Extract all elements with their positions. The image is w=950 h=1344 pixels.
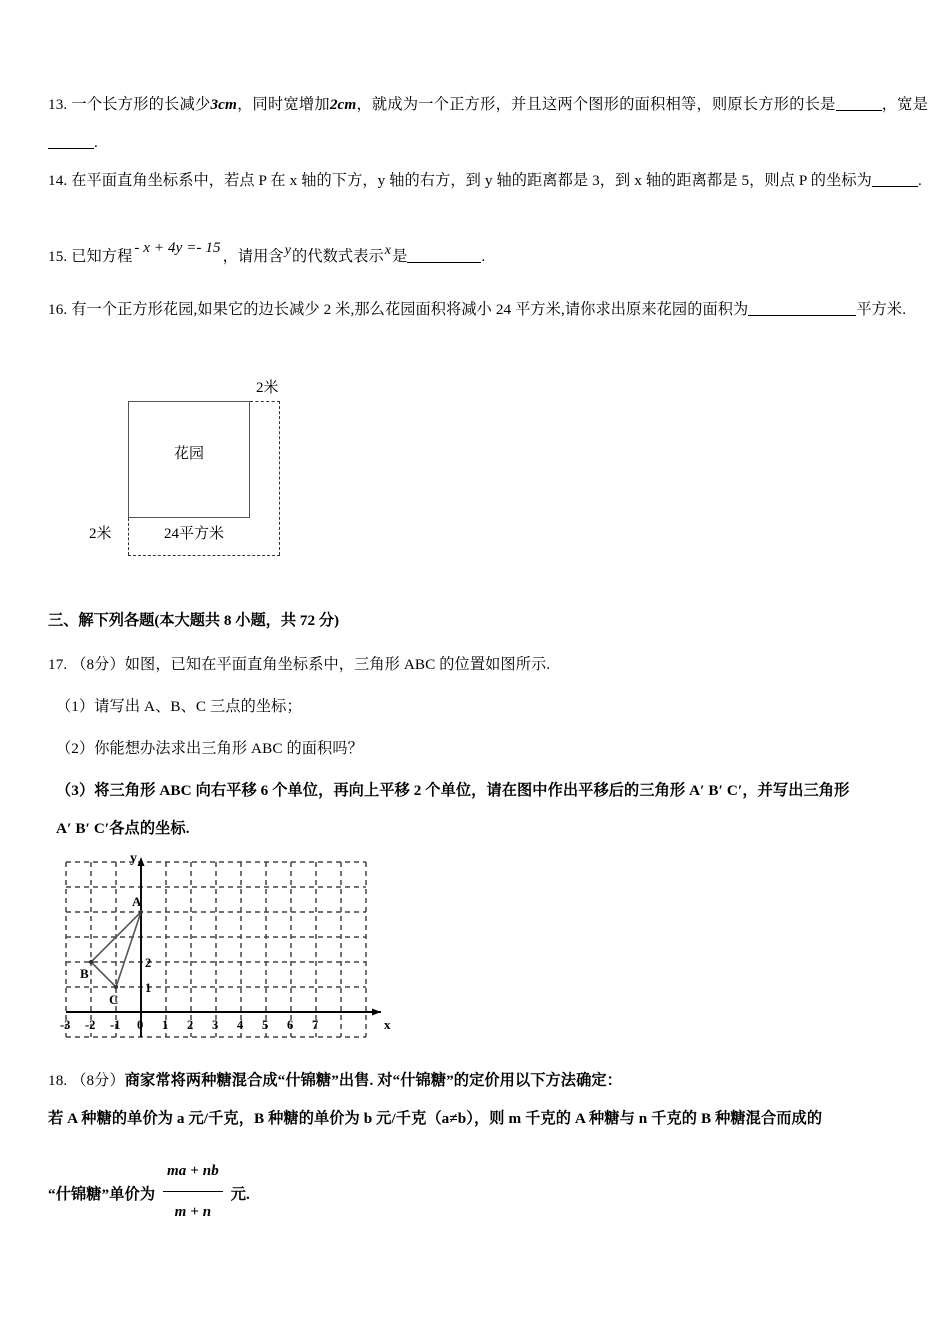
fraction-numerator: ma + nb (163, 1152, 223, 1192)
svg-text:-1: -1 (110, 1018, 121, 1032)
question-17-part-2 (56, 730, 936, 768)
svg-text:-2: -2 (85, 1018, 96, 1032)
vertex-label-c: C (109, 992, 119, 1007)
question-18-text-b: 若 A 种糖的单价为 a 元/千克，B 种糖的单价为 b 元/千克（a≠b），则 m 千克的 A 种糖与 n 千克的 B 种糖混合而成的 (48, 1110, 823, 1127)
fraction-denominator: m + n (174, 1204, 212, 1220)
svg-text:3: 3 (212, 1018, 219, 1032)
question-15-variable-y: y (284, 243, 292, 258)
question-16-blank-area[interactable] (748, 301, 856, 316)
question-17-text (48, 646, 928, 684)
question-17-part-3-text-a: （3）将三角形 ABC 向右平移 6 个单位，再向上平移 2 个单位，请在图中作出平移后的三角形 A′ B′ C′，并写出三角形 (56, 782, 850, 799)
question-15 (48, 238, 928, 277)
y-tick-label-1: 1 (145, 981, 152, 995)
question-18-score: （8分） (71, 1072, 125, 1089)
question-16-text-b: 平方米. (856, 301, 907, 318)
triangle-abc (91, 912, 141, 987)
question-13-value-b: 2cm (329, 96, 357, 113)
garden-inner-label: 花园 (173, 446, 204, 462)
question-13-text-c: ，就成为一个正方形，并且这两个图形的面积相等，则原长方形的长是 (356, 96, 836, 113)
x-axis-label: x (384, 1017, 391, 1032)
coordinate-plane-svg (56, 852, 396, 1052)
x-tick-labels (60, 1018, 318, 1032)
garden-figure (88, 374, 318, 569)
x-axis (66, 1009, 381, 1016)
question-14-number: 14. (48, 172, 68, 189)
question-18-text-a: 商家常将两种糖混合成“什锦糖”出售. 对“什锦糖”的定价用以下方法确定： (124, 1072, 622, 1089)
question-14-text-b: . (917, 172, 922, 189)
question-15-variable-x: x (384, 243, 392, 258)
svg-text:0: 0 (137, 1018, 144, 1032)
question-17-text-a: 如图，已知在平面直角坐标系中，三角形 ABC 的位置如图所示. (124, 656, 551, 673)
question-15-text-e: . (481, 248, 486, 265)
question-18-text-c: “什锦糖”单价为 (48, 1185, 156, 1203)
question-15-text-d: 是 (392, 248, 408, 265)
question-15-text-a: 已知方程 (71, 248, 133, 265)
question-14 (48, 162, 928, 200)
coordinate-plane-figure (56, 852, 396, 1052)
garden-dashed-right-edge (279, 401, 280, 555)
question-18 (48, 1062, 928, 1100)
y-axis-label: y (130, 852, 137, 866)
question-17 (48, 646, 928, 684)
question-17-part-3-text-b: A′ B′ C′各点的坐标. (56, 820, 190, 837)
vertex-label-b: B (80, 966, 89, 981)
svg-text:1: 1 (162, 1018, 169, 1032)
x-axis-arrow (372, 1009, 381, 1016)
question-18-text-d: 元. (230, 1185, 250, 1203)
vertex-label-a: A (132, 894, 142, 909)
garden-dashed-top-edge (250, 401, 280, 402)
garden-top-measure-label: 2米 (256, 380, 279, 396)
garden-left-measure-label: 2米 (89, 526, 112, 542)
question-18-text (48, 1062, 928, 1100)
question-14-text-a: 在平面直角坐标系中，若点 P 在 x 轴的下方，y 轴的右方，到 y 轴的距离都是 3，到 x 轴的距离都是 5，则点 P 的坐标为 (71, 172, 872, 189)
y-axis (138, 857, 145, 1037)
question-13 (48, 86, 928, 162)
question-15-number: 15. (48, 248, 68, 265)
svg-text:-3: -3 (60, 1018, 71, 1032)
svg-text:5: 5 (262, 1018, 269, 1032)
question-18-number: 18. (48, 1072, 68, 1089)
question-13-text-d: ，宽是 (881, 96, 928, 113)
question-13-text (48, 86, 928, 162)
question-13-value-a: 3cm (210, 96, 237, 113)
question-13-blank-length[interactable] (836, 96, 882, 111)
question-15-text (48, 238, 928, 277)
svg-text:7: 7 (312, 1018, 319, 1032)
question-17-part-1-text: （1）请写出 A、B、C 三点的坐标； (56, 698, 302, 715)
question-18-formula-line (48, 1156, 928, 1235)
triangle-vertices (89, 910, 143, 989)
grid-lines (66, 862, 366, 1037)
vertex-c-point (114, 985, 118, 989)
question-18-condition (48, 1100, 928, 1138)
question-14-text (48, 162, 928, 200)
garden-dashed-left-edge (128, 518, 129, 555)
question-16 (48, 291, 928, 329)
svg-text:2: 2 (187, 1018, 194, 1032)
vertex-b-point (89, 960, 93, 964)
svg-text:4: 4 (237, 1018, 244, 1032)
question-17-part-2-text: （2）你能想办法求出三角形 ABC 的面积吗？ (56, 740, 363, 757)
question-15-text-b: ，请用含 (222, 248, 284, 265)
question-13-blank-width[interactable] (48, 134, 94, 149)
svg-text:6: 6 (287, 1018, 294, 1032)
question-13-text-b: ，同时宽增加 (236, 96, 330, 113)
question-15-blank-answer[interactable] (407, 248, 481, 263)
question-16-number: 16. (48, 301, 68, 318)
question-17-number: 17. (48, 656, 68, 673)
question-16-text (48, 291, 928, 329)
garden-area-label: 24平方米 (164, 526, 225, 542)
question-13-number: 13. (48, 96, 68, 113)
y-tick-label-2: 2 (145, 956, 152, 970)
question-14-blank-coordinate[interactable] (872, 172, 918, 187)
question-13-text-e: . (94, 134, 98, 151)
question-17-part-3 (56, 772, 936, 848)
question-15-text-c: 的代数式表示 (292, 248, 384, 265)
question-15-equation: - x + 4y =- 15 (134, 240, 221, 256)
question-17-score: （8分） (71, 656, 125, 673)
section-three-heading: 三、解下列各题(本大题共 8 小题，共 72 分) (48, 612, 340, 629)
vertex-a-point (139, 910, 143, 914)
question-16-text-a: 有一个正方形花园,如果它的边长减少 2 米,那么花园面积将减小 24 平方米,请你求出原来花园的面积为 (71, 301, 749, 318)
question-18-formula-text (48, 1156, 928, 1235)
garden-dashed-bottom-edge (128, 555, 280, 556)
question-13-text-a: 一个长方形的长减少 (71, 96, 211, 113)
question-17-part-1 (56, 688, 936, 726)
mixed-candy-price-fraction (163, 1152, 223, 1231)
